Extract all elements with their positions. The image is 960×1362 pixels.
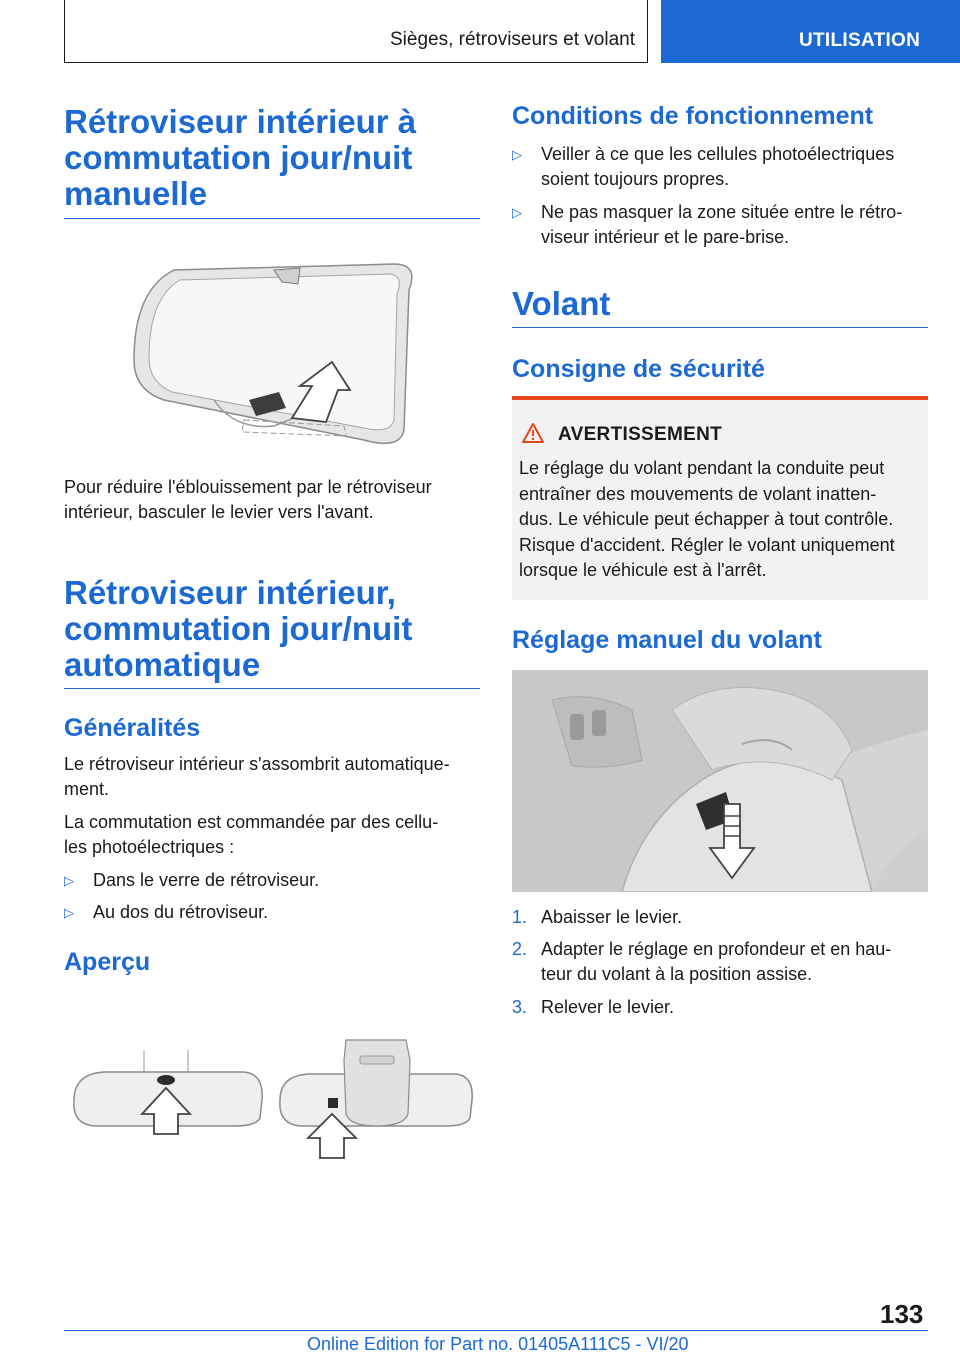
title-manual-mirror bbox=[64, 104, 416, 212]
triangle-right-outline-icon: ▷ bbox=[64, 873, 74, 888]
list-line: Ne pas masquer la zone située entre le rétro‐ bbox=[541, 202, 903, 222]
title-volant: Volant bbox=[512, 285, 611, 322]
title-line: Rétroviseur intérieur, bbox=[64, 574, 396, 611]
list-line: Veiller à ce que les cellules photoélectriques bbox=[541, 144, 895, 164]
warning-title: AVERTISSEMENT bbox=[558, 424, 723, 445]
list-line: viseur intérieur et le pare-brise. bbox=[541, 227, 790, 247]
steering-lever-figure bbox=[512, 670, 928, 892]
para-line: intérieur, basculer le levier vers l'avant. bbox=[64, 502, 374, 522]
para-line: La commutation est commandée par des cellu‐ bbox=[64, 812, 439, 832]
list-item-text: Dans le verre de rétroviseur. bbox=[93, 870, 320, 890]
header-chapter-title: Sièges, rétroviseurs et volant bbox=[389, 29, 635, 50]
list-item-text: Abaisser le levier. bbox=[541, 907, 683, 927]
list-item bbox=[64, 868, 480, 893]
heading-consigne: Consigne de sécurité bbox=[512, 355, 765, 383]
title-line: commutation jour/nuit bbox=[64, 610, 413, 647]
list-item bbox=[512, 200, 928, 250]
heading-conditions: Conditions de fonctionnement bbox=[512, 102, 874, 130]
list-item-text: Relever le levier. bbox=[541, 997, 675, 1017]
list-item bbox=[512, 937, 928, 987]
page-number: 133 bbox=[880, 1299, 924, 1329]
list-line: teur du volant à la position assise. bbox=[541, 964, 813, 984]
warning-box bbox=[512, 396, 928, 600]
mirror-overview-figure bbox=[64, 1030, 480, 1170]
list-item-text bbox=[541, 142, 928, 192]
header-section-label: UTILISATION bbox=[799, 30, 921, 51]
list-item bbox=[512, 142, 928, 192]
warning-line: Le réglage du volant pendant la conduite peut bbox=[519, 458, 885, 478]
title-line: manuelle bbox=[64, 175, 208, 212]
step-number: 2. bbox=[512, 939, 528, 959]
para-line: les photoélectriques : bbox=[64, 837, 235, 857]
para-line: ment. bbox=[64, 779, 110, 799]
warning-line: lorsque le véhicule est à l'arrêt. bbox=[519, 560, 767, 580]
warning-text bbox=[519, 456, 923, 584]
title-line: commutation jour/nuit bbox=[64, 139, 413, 176]
heading-apercu: Aperçu bbox=[64, 948, 151, 976]
heading-generalites: Généralités bbox=[64, 714, 201, 742]
title-auto-mirror bbox=[64, 575, 412, 683]
triangle-right-outline-icon: ▷ bbox=[64, 905, 74, 920]
list-item bbox=[64, 900, 480, 925]
title-rule bbox=[64, 688, 480, 689]
header-section-tab[interactable] bbox=[661, 0, 960, 63]
para-line: Pour réduire l'éblouissement par le rétroviseur bbox=[64, 477, 432, 497]
triangle-right-outline-icon: ▷ bbox=[512, 205, 522, 220]
step-number: 1. bbox=[512, 907, 528, 927]
heading-reglage: Réglage manuel du volant bbox=[512, 626, 822, 654]
footer-rule bbox=[64, 1330, 928, 1331]
list-item-text: Au dos du rétroviseur. bbox=[93, 902, 269, 922]
warning-line: Risque d'accident. Régler le volant uniquement bbox=[519, 534, 895, 555]
triangle-right-outline-icon: ▷ bbox=[512, 147, 522, 162]
list-item bbox=[512, 995, 928, 1020]
step-number: 3. bbox=[512, 997, 528, 1017]
list-line: soient toujours propres. bbox=[541, 169, 730, 189]
para-general-2 bbox=[64, 810, 480, 860]
title-rule bbox=[512, 327, 928, 328]
list-item bbox=[512, 905, 928, 930]
header-chapter-box bbox=[64, 0, 648, 63]
mirror-manual-figure bbox=[64, 250, 480, 450]
list-item-text bbox=[541, 200, 928, 250]
list-line: Adapter le réglage en profondeur et en hau‐ bbox=[541, 939, 892, 959]
title-line: automatique bbox=[64, 646, 261, 683]
warning-triangle-icon bbox=[521, 422, 545, 444]
title-rule bbox=[64, 218, 480, 219]
list-item-text bbox=[541, 937, 928, 987]
warning-line: dus. Le véhicule peut échapper à tout contrôle. bbox=[519, 509, 894, 529]
para-manual-instruction bbox=[64, 475, 480, 525]
footer-edition: Online Edition for Part no. 01405A111C5 - VI/20 bbox=[307, 1334, 689, 1354]
warning-line: entraîner des mouvements de volant inatten‐ bbox=[519, 483, 877, 504]
title-line: Rétroviseur intérieur à bbox=[64, 103, 417, 140]
para-general-1 bbox=[64, 752, 480, 802]
para-line: Le rétroviseur intérieur s'assombrit automatique‐ bbox=[64, 754, 450, 774]
